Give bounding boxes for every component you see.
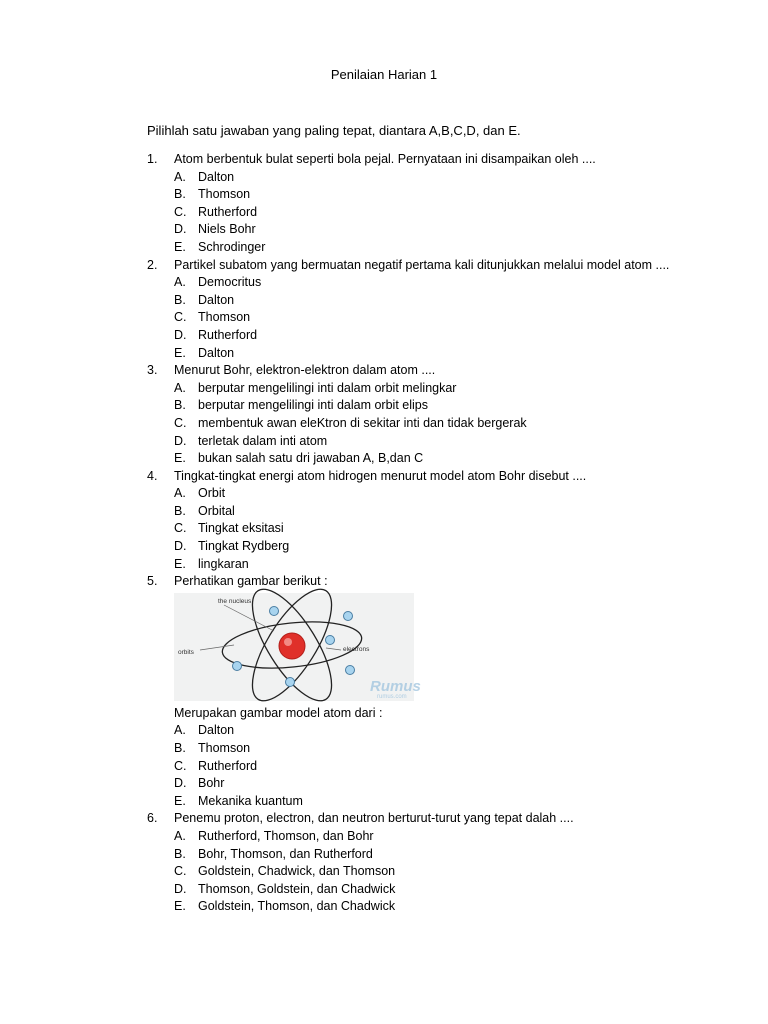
nucleus [279,633,305,659]
option-letter: D. [174,881,187,896]
option-text: Schrodinger [198,239,266,254]
option-letter: C. [174,864,187,879]
option-text: Niels Bohr [198,222,256,237]
option-a [174,828,707,846]
question-number: 4. [147,468,158,483]
option-c [174,309,707,327]
option-letter: D. [174,539,187,554]
option-text: Mekanika kuantum [198,793,303,808]
electron [233,661,242,670]
option-e [174,239,707,257]
option-a [174,274,707,292]
nucleus-highlight [284,638,292,646]
atom-model-figure [174,593,421,701]
option-text: Tingkat eksitasi [198,521,284,536]
option-text: Dalton [198,169,235,184]
option-letter: A. [174,723,186,738]
option-d [174,433,707,451]
option-text: Thomson, Goldstein, dan Chadwick [198,881,396,896]
option-a [174,380,707,398]
option-text: Rutherford [198,327,258,342]
option-a [174,722,707,740]
option-c [174,415,707,433]
option-c [174,204,707,222]
option-d [174,221,707,239]
option-e [174,556,707,574]
label-orbits: orbits [178,648,194,656]
option-text: Tingkat Rydberg [198,539,290,554]
option-text: Thomson [198,310,251,325]
option-b [174,292,707,310]
option-letter: E. [174,899,186,914]
option-d [174,327,707,345]
option-letter: A. [174,275,186,290]
option-letter: B. [174,846,186,861]
option-letter: C. [174,758,187,773]
electron [286,677,295,686]
option-text: membentuk awan eleKtron di sekitar inti dan tidak bergerak [198,415,527,430]
bohr-atom-diagram [174,593,421,701]
option-letter: E. [174,556,186,571]
option-letter: E. [174,451,186,466]
orbits-pointer [200,645,234,650]
option-text: bukan salah satu dri jawaban A, B,dan C [198,451,424,466]
electrons-pointer [326,648,341,650]
option-letter: D. [174,433,187,448]
question-text: Menurut Bohr, elektron-elektron dalam atom .... [174,363,436,378]
option-letter: C. [174,310,187,325]
option-text: Bohr [198,776,225,791]
option-b [174,740,707,758]
question-2 [147,257,707,363]
question-text: Tingkat-tingkat energi atom hidrogen menurut model atom Bohr disebut .... [174,468,587,483]
option-text: Thomson [198,741,251,756]
option-text: Democritus [198,275,262,290]
option-c [174,758,707,776]
question-3 [147,362,707,468]
option-text: Goldstein, Chadwick, dan Thomson [198,864,396,879]
option-text: Dalton [198,345,235,360]
option-text: Bohr, Thomson, dan Rutherford [198,846,373,861]
instruction-text: Pilihlah satu jawaban yang paling tepat, diantara A,B,C,D, dan E. [147,123,521,138]
option-b [174,186,707,204]
electron [346,665,355,674]
page-title: Penilaian Harian 1 [330,67,438,82]
option-letter: C. [174,415,187,430]
question-6 [147,810,707,916]
question-5 [147,573,707,810]
electron [326,635,335,644]
question-list [147,151,707,916]
option-letter: A. [174,169,186,184]
option-text: Orbit [198,486,226,501]
option-letter: C. [174,204,187,219]
question-text: Perhatikan gambar berikut : [174,574,328,589]
question-text: Atom berbentuk bulat seperti bola pejal. Pernyataan ini disampaikan oleh .... [174,152,596,166]
question-text: Penemu proton, electron, dan neutron berturut-turut yang tepat dalah .... [174,811,574,826]
option-letter: B. [174,292,186,307]
question-number: 1. [147,152,158,166]
question-1 [147,151,707,257]
option-letter: D. [174,327,187,342]
option-text: Goldstein, Thomson, dan Chadwick [198,899,396,914]
option-letter: A. [174,486,186,501]
option-b [174,397,707,415]
watermark-url: rumus.com [377,693,407,700]
option-letter: E. [174,793,186,808]
option-e [174,450,707,468]
nucleus-pointer [224,605,274,631]
option-letter: C. [174,521,187,536]
option-text: berputar mengelilingi inti dalam orbit melingkar [198,380,457,395]
option-e [174,898,707,916]
option-text: lingkaran [198,556,249,571]
option-b [174,846,707,864]
option-d [174,538,707,556]
option-b [174,503,707,521]
option-e [174,345,707,363]
watermark-logo: Rumus [370,677,421,695]
option-c [174,863,707,881]
question-number: 3. [147,363,158,378]
option-a [174,485,707,503]
option-c [174,520,707,538]
option-letter: A. [174,829,186,843]
electron [344,611,353,620]
label-electrons: electrons [343,645,370,653]
label-nucleus: the nucleus [218,597,252,605]
electron [270,606,279,615]
option-e [174,793,707,811]
option-letter: D. [174,222,187,237]
question-text: Partikel subatom yang bermuatan negatif pertama kali ditunjukkan melalui model atom .... [174,257,670,272]
option-letter: E. [174,345,186,360]
question-number: 5. [147,574,158,589]
option-letter: B. [174,741,186,756]
option-letter: E. [174,239,186,254]
option-text: Rutherford [198,758,258,773]
question-4 [147,468,707,574]
option-text: Rutherford, Thomson, dan Bohr [198,829,374,843]
option-text: Orbital [198,503,235,518]
option-letter: B. [174,503,186,518]
option-a [174,169,707,187]
option-letter: B. [174,398,186,413]
question-number: 2. [147,257,158,272]
option-text: Dalton [198,723,235,738]
option-text: berputar mengelilingi inti dalam orbit elips [198,398,428,413]
question-number: 6. [147,811,158,826]
option-letter: B. [174,187,186,202]
option-letter: A. [174,380,186,395]
option-text: Thomson [198,187,251,202]
option-letter: D. [174,776,187,791]
option-d [174,775,707,793]
question-followup: Merupakan gambar model atom dari : [174,705,383,720]
option-text: Rutherford [198,204,258,219]
option-text: Dalton [198,292,235,307]
option-d [174,881,707,899]
option-text: terletak dalam inti atom [198,433,328,448]
